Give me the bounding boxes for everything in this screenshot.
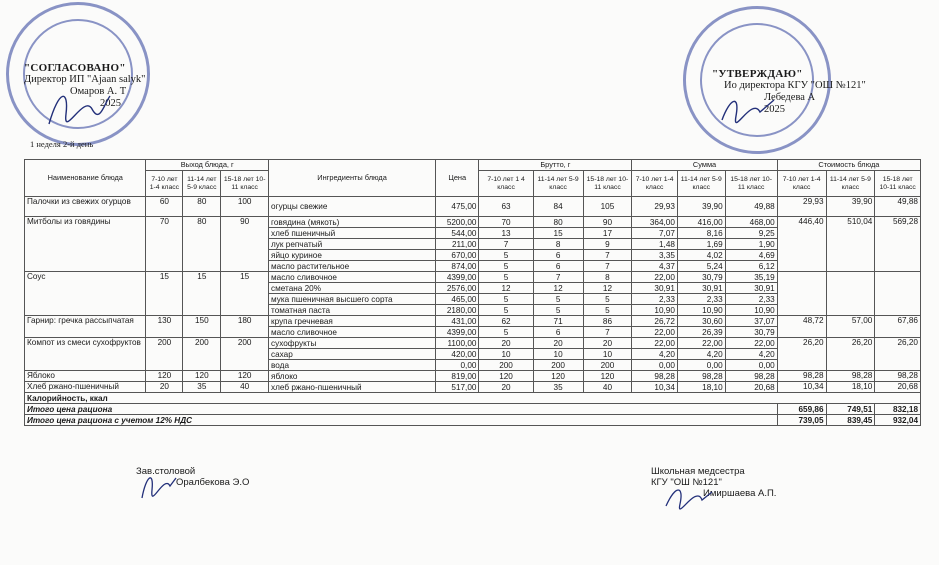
- ingredient-brutto: 20: [479, 338, 533, 349]
- ingredient-sum: 0,00: [725, 360, 777, 371]
- total-value-3: 832,18: [875, 404, 921, 415]
- ingredient-brutto: 8: [583, 272, 632, 283]
- agreed-title: "СОГЛАСОВАНО": [24, 62, 126, 74]
- col-dish-name: Наименование блюда: [25, 160, 146, 197]
- canteen-head-signature: [136, 468, 180, 502]
- approved-signature: [718, 90, 778, 130]
- ingredient-sum: 4,20: [632, 349, 678, 360]
- total-value-1: 659,86: [777, 404, 826, 415]
- ingredient-name: хлеб ржано-пшеничный: [269, 382, 436, 393]
- ingredient-brutto: 40: [583, 382, 632, 393]
- dish-cost: 26,20: [875, 338, 921, 371]
- ingredient-brutto: 9: [583, 239, 632, 250]
- output-age-1: 7-10 лет 1-4 класс: [146, 171, 183, 197]
- ingredient-brutto: 6: [533, 250, 583, 261]
- ingredient-sum: 2,33: [677, 294, 725, 305]
- ingredient-brutto: 5: [479, 305, 533, 316]
- ingredient-sum: 39,90: [677, 197, 725, 217]
- ingredient-price: 0,00: [436, 360, 479, 371]
- ingredient-brutto: 6: [533, 327, 583, 338]
- ingredient-brutto: 20: [533, 338, 583, 349]
- dish-cost: 67,86: [875, 316, 921, 338]
- approved-title: "УТВЕРЖДАЮ": [712, 68, 803, 80]
- ingredient-sum: 468,00: [725, 217, 777, 228]
- ingredient-brutto: 17: [583, 228, 632, 239]
- ingredient-brutto: 200: [533, 360, 583, 371]
- ingredient-price: 475,00: [436, 197, 479, 217]
- agreed-year: 2025: [100, 98, 121, 109]
- ingredient-sum: 4,69: [725, 250, 777, 261]
- total-vat-value-2: 839,45: [826, 415, 875, 426]
- ingredient-brutto: 80: [533, 217, 583, 228]
- ingredient-name: яблоко: [269, 371, 436, 382]
- table-row: [25, 382, 921, 393]
- ingredient-sum: 10,90: [632, 305, 678, 316]
- dish-cost: 446,40: [777, 217, 826, 272]
- output-age-2: 11-14 лет 5-9 класс: [183, 171, 221, 197]
- dish-cost: [826, 272, 875, 316]
- ingredient-brutto: 12: [583, 283, 632, 294]
- nurse-org: КГУ "ОШ №121": [651, 477, 722, 488]
- ingredient-price: 211,00: [436, 239, 479, 250]
- dish-name: Гарнир: гречка рассыпчатая: [25, 316, 146, 338]
- approved-date: 2025: [764, 104, 785, 115]
- ingredient-price: 544,00: [436, 228, 479, 239]
- week-label: 1 неделя 2-й день: [30, 139, 94, 149]
- col-output: Выход блюда, г: [146, 160, 269, 171]
- ingredient-price: 670,00: [436, 250, 479, 261]
- dish-name: Палочки из свежих огурцов: [25, 197, 146, 217]
- dish-output: 120: [221, 371, 269, 382]
- ingredient-brutto: 84: [533, 197, 583, 217]
- ingredient-sum: 10,34: [632, 382, 678, 393]
- dish-output: 70: [146, 217, 183, 272]
- dish-output: 15: [221, 272, 269, 316]
- total-label: Итого цена рациона: [25, 404, 778, 415]
- ingredient-sum: 22,00: [632, 327, 678, 338]
- ingredient-name: масло сливочное: [269, 272, 436, 283]
- ingredient-name: яйцо куриное: [269, 250, 436, 261]
- ingredient-brutto: 35: [533, 382, 583, 393]
- canteen-head-position: Зав.столовой: [136, 466, 196, 477]
- ingredient-sum: 98,28: [725, 371, 777, 382]
- ingredient-sum: 35,19: [725, 272, 777, 283]
- dish-output: 200: [221, 338, 269, 371]
- ingredient-brutto: 5: [533, 305, 583, 316]
- ingredient-sum: 30,79: [725, 327, 777, 338]
- dish-cost: 10,34: [777, 382, 826, 393]
- col-cost: Стоимость блюда: [777, 160, 920, 171]
- table-row: [25, 371, 921, 382]
- ingredient-sum: 416,00: [677, 217, 725, 228]
- dish-cost: 510,04: [826, 217, 875, 272]
- ingredient-brutto: 200: [583, 360, 632, 371]
- dish-cost: 39,90: [826, 197, 875, 217]
- dish-name: Компот из смеси сухофруктов: [25, 338, 146, 371]
- nurse-name: Имиршаева А.П.: [703, 488, 777, 499]
- ingredient-price: 1100,00: [436, 338, 479, 349]
- ingredient-name: говядина (мякоть): [269, 217, 436, 228]
- ingredient-name: хлеб пшеничный: [269, 228, 436, 239]
- ingredient-brutto: 10: [583, 349, 632, 360]
- dish-output: 15: [146, 272, 183, 316]
- ingredient-sum: 7,07: [632, 228, 678, 239]
- sum-age-1: 7-10 лет 1-4 класс: [632, 171, 678, 197]
- ingredient-brutto: 120: [479, 371, 533, 382]
- ingredient-name: мука пшеничная высшего сорта: [269, 294, 436, 305]
- agreed-signature: [44, 84, 114, 134]
- dish-cost: 57,00: [826, 316, 875, 338]
- dish-output: 40: [221, 382, 269, 393]
- ingredient-sum: 8,16: [677, 228, 725, 239]
- ingredient-brutto: 70: [479, 217, 533, 228]
- ingredient-sum: 30,91: [725, 283, 777, 294]
- dish-cost: 98,28: [777, 371, 826, 382]
- ingredient-brutto: 7: [583, 261, 632, 272]
- ingredient-sum: 98,28: [677, 371, 725, 382]
- total-value-2: 749,51: [826, 404, 875, 415]
- ingredient-sum: 37,07: [725, 316, 777, 327]
- ingredient-sum: 29,93: [632, 197, 678, 217]
- ingredient-brutto: 5: [533, 294, 583, 305]
- ingredient-brutto: 5: [583, 305, 632, 316]
- dish-cost: 29,93: [777, 197, 826, 217]
- dish-name: Соус: [25, 272, 146, 316]
- ingredient-brutto: 105: [583, 197, 632, 217]
- brutto-age-2: 11-14 лет 5-9 класс: [533, 171, 583, 197]
- dish-cost: 18,10: [826, 382, 875, 393]
- ingredient-brutto: 12: [479, 283, 533, 294]
- col-ingredients: Ингредиенты блюда: [269, 160, 436, 197]
- ingredient-sum: 10,90: [725, 305, 777, 316]
- ingredient-price: 874,00: [436, 261, 479, 272]
- ingredient-sum: 364,00: [632, 217, 678, 228]
- output-age-3: 15-18 лет 10-11 класс: [221, 171, 269, 197]
- ingredient-price: 2576,00: [436, 283, 479, 294]
- ingredient-price: 5200,00: [436, 217, 479, 228]
- dish-output: 90: [221, 217, 269, 272]
- dish-output: 100: [221, 197, 269, 217]
- calorie-label: Калорийность, ккал: [25, 393, 921, 404]
- ingredient-sum: 5,24: [677, 261, 725, 272]
- ingredient-price: 465,00: [436, 294, 479, 305]
- ingredient-brutto: 63: [479, 197, 533, 217]
- ingredient-brutto: 10: [479, 349, 533, 360]
- ingredient-sum: 2,33: [725, 294, 777, 305]
- total-vat-label: Итого цена рациона с учетом 12% НДС: [25, 415, 778, 426]
- ingredient-sum: 30,60: [677, 316, 725, 327]
- ingredient-sum: 1,90: [725, 239, 777, 250]
- ingredient-brutto: 62: [479, 316, 533, 327]
- ingredient-name: крупа гречневая: [269, 316, 436, 327]
- dish-output: 15: [183, 272, 221, 316]
- dish-output: 120: [183, 371, 221, 382]
- ingredient-brutto: 5: [479, 272, 533, 283]
- agreed-position: Директор ИП "Ajaan salyk": [24, 74, 146, 85]
- table-row: [25, 217, 921, 228]
- dish-output: 200: [183, 338, 221, 371]
- table-row: [25, 316, 921, 327]
- col-sum: Сумма: [632, 160, 777, 171]
- ingredient-name: сметана 20%: [269, 283, 436, 294]
- ingredient-brutto: 5: [479, 294, 533, 305]
- ingredient-brutto: 6: [533, 261, 583, 272]
- dish-output: 150: [183, 316, 221, 338]
- ingredient-name: огурцы свежие: [269, 197, 436, 217]
- dish-cost: 26,20: [826, 338, 875, 371]
- dish-output: 80: [183, 217, 221, 272]
- ingredient-name: масло растительное: [269, 261, 436, 272]
- ingredient-brutto: 86: [583, 316, 632, 327]
- ingredient-sum: 10,90: [677, 305, 725, 316]
- approved-name: Лебедева А: [764, 92, 816, 103]
- ingredient-sum: 4,02: [677, 250, 725, 261]
- ingredient-brutto: 20: [479, 382, 533, 393]
- ingredient-price: 420,00: [436, 349, 479, 360]
- ingredient-sum: 1,69: [677, 239, 725, 250]
- dish-name: Хлеб ржано-пшеничный: [25, 382, 146, 393]
- ingredient-name: лук репчатый: [269, 239, 436, 250]
- dish-output: 200: [146, 338, 183, 371]
- menu-body: [25, 197, 921, 393]
- dish-output: 80: [183, 197, 221, 217]
- ingredient-sum: 3,35: [632, 250, 678, 261]
- ingredient-sum: 30,91: [632, 283, 678, 294]
- brutto-age-1: 7-10 лет 1 4 класс: [479, 171, 533, 197]
- col-price: Цена: [436, 160, 479, 197]
- menu-table: [24, 159, 921, 426]
- ingredient-brutto: 200: [479, 360, 533, 371]
- ingredient-sum: 1,48: [632, 239, 678, 250]
- dish-output: 180: [221, 316, 269, 338]
- ingredient-sum: 20,68: [725, 382, 777, 393]
- ingredient-name: сухофрукты: [269, 338, 436, 349]
- ingredient-price: 4399,00: [436, 272, 479, 283]
- ingredient-sum: 98,28: [632, 371, 678, 382]
- dish-cost: 49,88: [875, 197, 921, 217]
- dish-cost: 48,72: [777, 316, 826, 338]
- ingredient-brutto: 20: [583, 338, 632, 349]
- dish-cost: 98,28: [826, 371, 875, 382]
- ingredient-sum: 30,79: [677, 272, 725, 283]
- ingredient-sum: 2,33: [632, 294, 678, 305]
- brutto-age-3: 15-18 лет 10-11 класс: [583, 171, 632, 197]
- canteen-head-name: Оралбекова Э.О: [176, 477, 250, 488]
- ingredient-brutto: 90: [583, 217, 632, 228]
- ingredient-name: сахар: [269, 349, 436, 360]
- nurse-position: Школьная медсестра: [651, 466, 745, 477]
- dish-output: 130: [146, 316, 183, 338]
- ingredient-name: томатная паста: [269, 305, 436, 316]
- total-vat-value-1: 739,05: [777, 415, 826, 426]
- ingredient-brutto: 7: [479, 239, 533, 250]
- ingredient-brutto: 120: [583, 371, 632, 382]
- ingredient-sum: 30,91: [677, 283, 725, 294]
- total-vat-value-3: 932,04: [875, 415, 921, 426]
- ingredient-name: вода: [269, 360, 436, 371]
- table-row: [25, 272, 921, 283]
- dish-output: 120: [146, 371, 183, 382]
- table-row: [25, 197, 921, 217]
- ingredient-sum: 18,10: [677, 382, 725, 393]
- dish-cost: 26,20: [777, 338, 826, 371]
- ingredient-name: масло сливочное: [269, 327, 436, 338]
- dish-output: 35: [183, 382, 221, 393]
- ingredient-sum: 4,20: [677, 349, 725, 360]
- cost-age-2: 11-14 лет 5-9 класс: [826, 171, 875, 197]
- ingredient-brutto: 120: [533, 371, 583, 382]
- dish-cost: 20,68: [875, 382, 921, 393]
- ingredient-sum: 22,00: [725, 338, 777, 349]
- ingredient-sum: 22,00: [632, 272, 678, 283]
- cost-age-1: 7-10 лет 1-4 класс: [777, 171, 826, 197]
- dish-cost: 98,28: [875, 371, 921, 382]
- ingredient-sum: 26,39: [677, 327, 725, 338]
- ingredient-brutto: 7: [533, 272, 583, 283]
- ingredient-price: 819,00: [436, 371, 479, 382]
- ingredient-sum: 22,00: [632, 338, 678, 349]
- dish-cost: [777, 272, 826, 316]
- dish-output: 60: [146, 197, 183, 217]
- ingredient-brutto: 13: [479, 228, 533, 239]
- dish-cost: [875, 272, 921, 316]
- ingredient-brutto: 12: [533, 283, 583, 294]
- ingredient-brutto: 7: [583, 250, 632, 261]
- ingredient-price: 431,00: [436, 316, 479, 327]
- nurse-signature: [662, 480, 714, 516]
- ingredient-brutto: 5: [583, 294, 632, 305]
- table-row: [25, 338, 921, 349]
- ingredient-sum: 26,72: [632, 316, 678, 327]
- ingredient-brutto: 5: [479, 327, 533, 338]
- ingredient-brutto: 15: [533, 228, 583, 239]
- ingredient-brutto: 7: [583, 327, 632, 338]
- ingredient-brutto: 71: [533, 316, 583, 327]
- sum-age-3: 15-18 лет 10-11 класс: [725, 171, 777, 197]
- col-brutto: Брутто, г: [479, 160, 632, 171]
- ingredient-sum: 0,00: [677, 360, 725, 371]
- ingredient-brutto: 5: [479, 261, 533, 272]
- ingredient-price: 4399,00: [436, 327, 479, 338]
- dish-name: Яблоко: [25, 371, 146, 382]
- dish-cost: 569,28: [875, 217, 921, 272]
- ingredient-sum: 9,25: [725, 228, 777, 239]
- ingredient-price: 517,00: [436, 382, 479, 393]
- ingredient-sum: 6,12: [725, 261, 777, 272]
- ingredient-brutto: 5: [479, 250, 533, 261]
- ingredient-brutto: 10: [533, 349, 583, 360]
- ingredient-brutto: 8: [533, 239, 583, 250]
- ingredient-sum: 49,88: [725, 197, 777, 217]
- dish-output: 20: [146, 382, 183, 393]
- cost-age-3: 15-18 лет 10-11 класс: [875, 171, 921, 197]
- agreed-name: Омаров А. Т: [70, 86, 127, 97]
- dish-name: Митболы из говядины: [25, 217, 146, 272]
- ingredient-sum: 4,20: [725, 349, 777, 360]
- ingredient-sum: 4,37: [632, 261, 678, 272]
- ingredient-sum: 0,00: [632, 360, 678, 371]
- ingredient-price: 2180,00: [436, 305, 479, 316]
- approved-position: Ио директора КГУ "ОШ №121": [724, 80, 866, 91]
- ingredient-sum: 22,00: [677, 338, 725, 349]
- sum-age-2: 11-14 лет 5-9 класс: [677, 171, 725, 197]
